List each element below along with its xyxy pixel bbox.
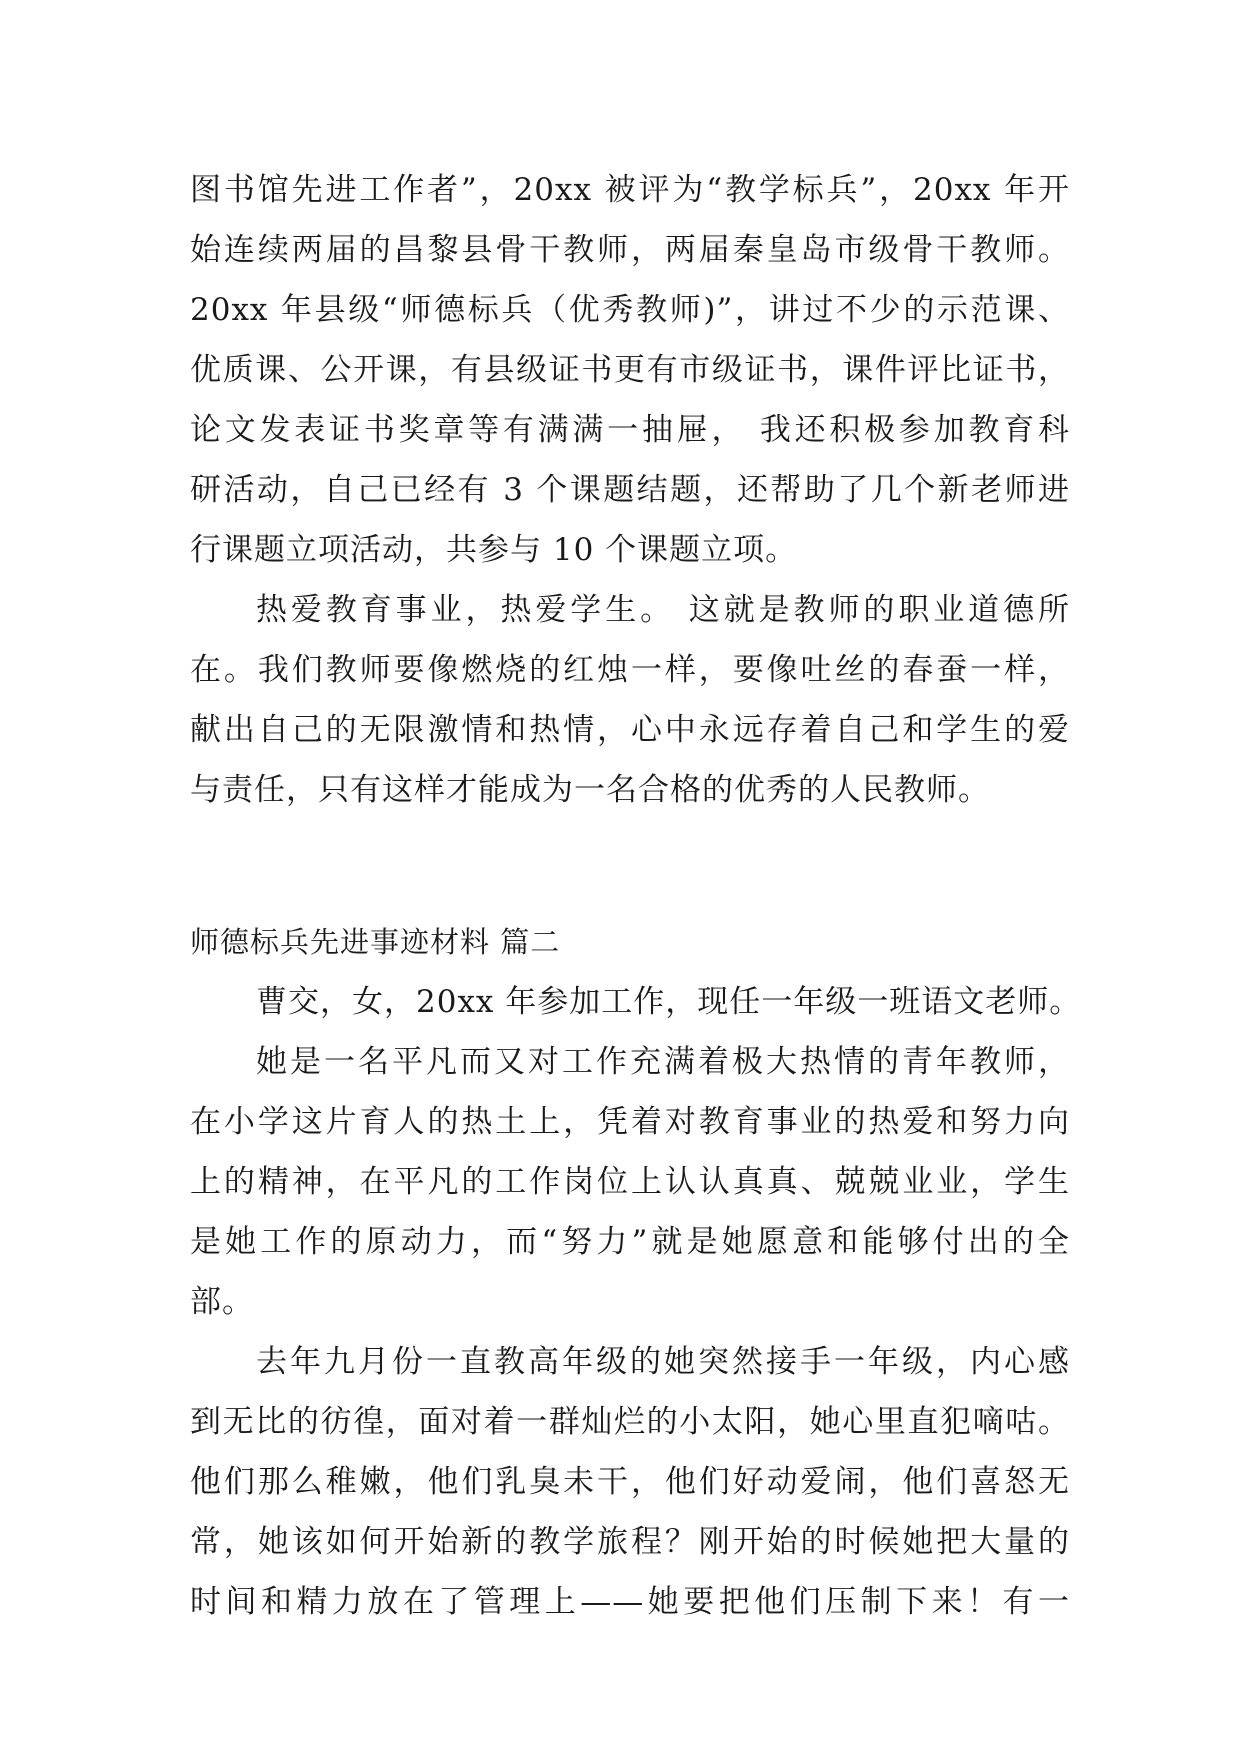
section-heading: 师德标兵先进事迹材料 篇二 (190, 925, 561, 959)
text-line: 热爱教育事业，热爱学生。 这就是教师的职业道德所 (256, 592, 1070, 628)
text-line: 始连续两届的昌黎县骨干教师，两届秦皇岛市级骨干教师。 (190, 232, 1070, 268)
text-line: 献出自己的无限激情和热情，心中永远存着自己和学生的爱 (190, 712, 1070, 748)
text-line: 去年九月份一直教高年级的她突然接手一年级，内心感 (256, 1344, 1070, 1380)
text-line: 部。 (190, 1284, 254, 1320)
text-line: 她是一名平凡而又对工作充满着极大热情的青年教师， (256, 1044, 1070, 1080)
text-line: 他们那么稚嫩，他们乳臭未干，他们好动爱闹，他们喜怒无 (190, 1464, 1070, 1500)
paragraph (190, 580, 1070, 820)
text-line: 时间和精力放在了管理上——她要把他们压制下来！有一 (190, 1584, 1070, 1620)
text-line: 在。我们教师要像燃烧的红烛一样，要像吐丝的春蚕一样， (190, 652, 1070, 688)
text-line: 图书馆先进工作者”，20xx 被评为“教学标兵”，20xx 年开 (190, 172, 1070, 208)
document-body (190, 160, 1082, 1632)
text-line: 与责任，只有这样才能成为一名合格的优秀的人民教师。 (190, 772, 990, 808)
text-line: 到无比的彷徨，面对着一群灿烂的小太阳，她心里直犯嘀咕。 (190, 1404, 1070, 1440)
paragraph (190, 160, 1070, 580)
section-gap (190, 820, 1070, 912)
text-line: 在小学这片育人的热土上，凭着对教育事业的热爱和努力向 (190, 1104, 1070, 1140)
paragraph (190, 1332, 1070, 1632)
text-line: 20xx 年县级“师德标兵（优秀教师)”，讲过不少的示范课、 (190, 292, 1070, 328)
paragraph (190, 1032, 1070, 1332)
text-line: 优质课、公开课，有县级证书更有市级证书，课件评比证书， (190, 352, 1070, 388)
text-line: 是她工作的原动力，而“努力”就是她愿意和能够付出的全 (190, 1224, 1070, 1260)
text-line: 常，她该如何开始新的教学旅程？刚开始的时候她把大量的 (190, 1524, 1070, 1560)
paragraph (190, 972, 1082, 1032)
text-line: 上的精神，在平凡的工作岗位上认认真真、兢兢业业，学生 (190, 1164, 1070, 1200)
text-line: 研活动，自己已经有 3 个课题结题，还帮助了几个新老师进 (190, 472, 1070, 508)
text-line: 曹交，女，20xx 年参加工作，现任一年级一班语文老师。 (256, 984, 1082, 1020)
text-line: 论文发表证书奖章等有满满一抽屉， 我还积极参加教育科 (190, 412, 1070, 448)
text-line: 行课题立项活动，共参与 10 个课题立项。 (190, 532, 798, 568)
